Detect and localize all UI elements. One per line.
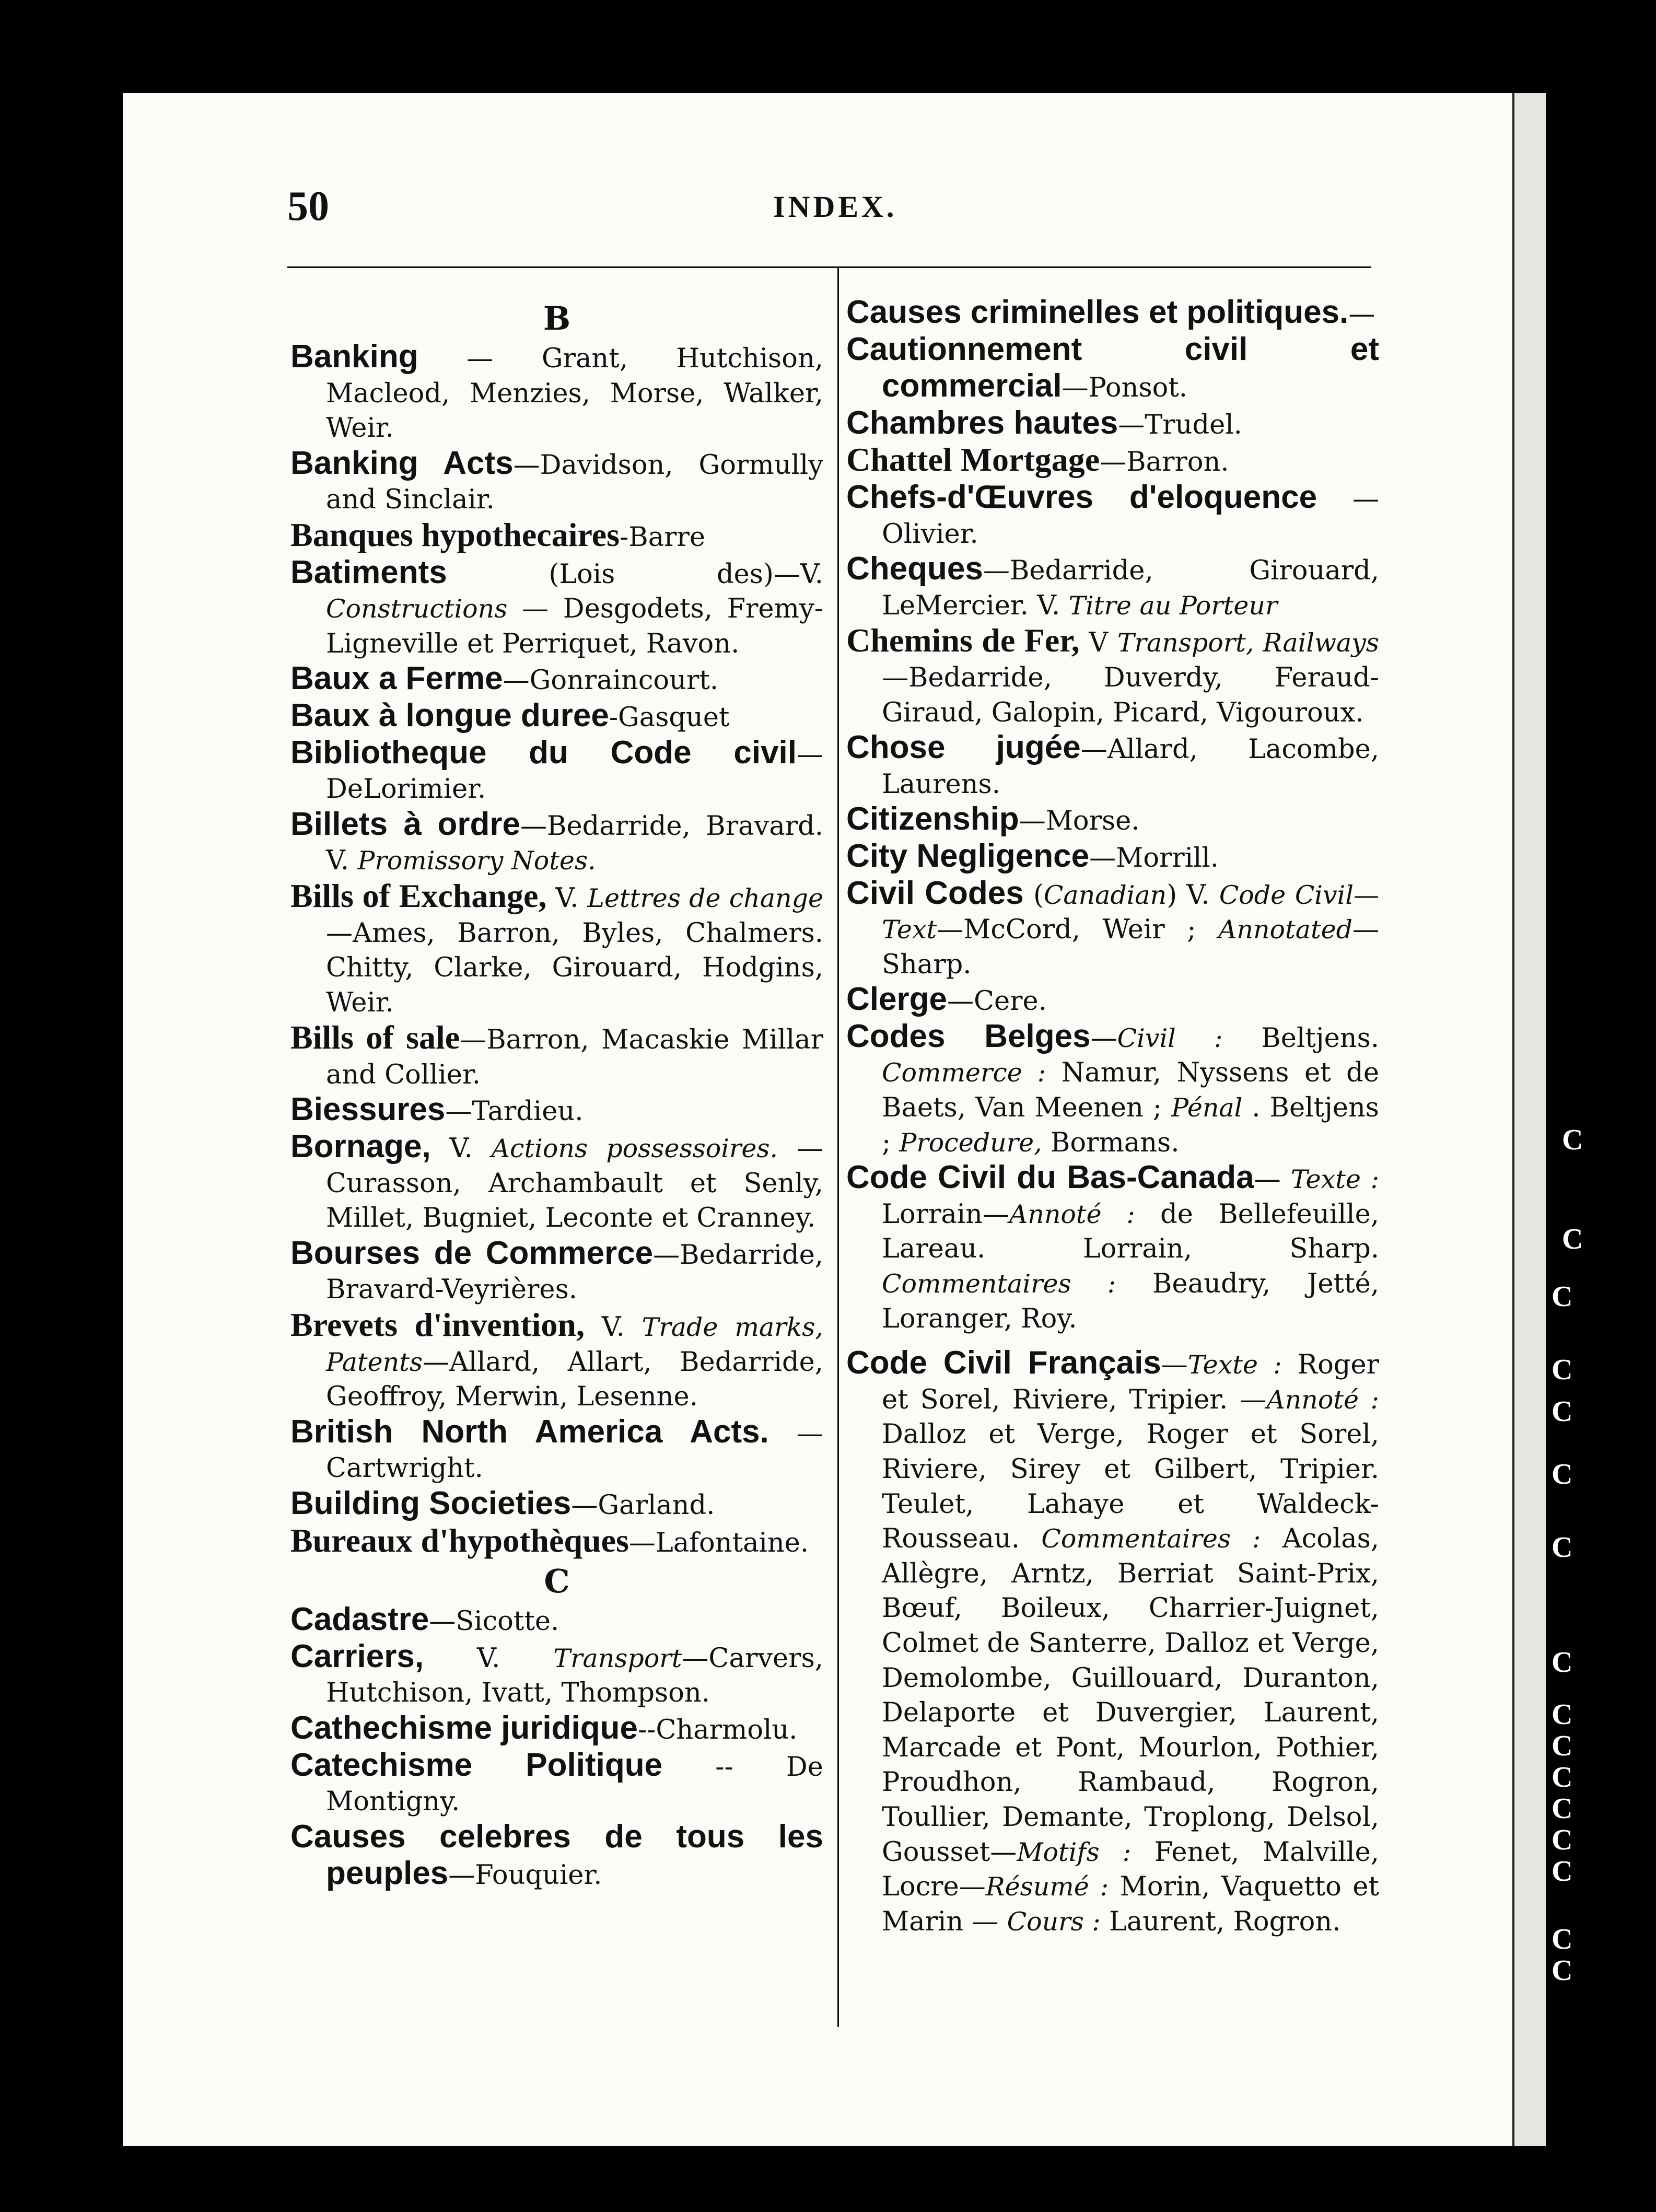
entry-heading: Biessures [290, 1091, 446, 1128]
entry-authors: — Grant, Hutchison, Macleod, Menzies, Morse, Walker, Weir. [326, 343, 823, 444]
index-entry [846, 876, 1379, 983]
entry-heading: Cadastre [290, 1601, 429, 1638]
entry-heading: Bills of Exchange, [290, 877, 547, 914]
entry-authors: Roger et Sorel, Riviere, Tripier. — [882, 1349, 1379, 1415]
entry-reference: Constructions [326, 594, 508, 624]
entry-heading: Chose jugée [846, 729, 1081, 766]
page-number: 50 [287, 183, 329, 229]
entry-authors: — [1348, 299, 1375, 330]
index-entry [846, 802, 1379, 839]
facing-page-letters [1546, 1123, 1593, 2053]
entry-heading: Chambres hautes [846, 404, 1118, 441]
entry-authors: Fenet, Malville, Locre— [882, 1836, 1379, 1903]
entry-authors: —McCord, Weir ; [937, 914, 1219, 946]
entry-reference: Texte : [1187, 1350, 1282, 1380]
entry-heading: British North America Acts. [290, 1413, 769, 1450]
entry-heading: Code Civil Français [846, 1345, 1161, 1381]
index-entry [290, 1415, 823, 1486]
entry-heading: Baux à longue duree [290, 697, 609, 734]
running-header [287, 183, 897, 230]
edge-letter: C [1552, 1354, 1573, 1386]
index-column-right [846, 295, 1379, 1939]
entry-reference: Texte : [1290, 1165, 1379, 1195]
entry-authors: —Fouquier. [448, 1860, 602, 1891]
entry-reference: Commentaires : [882, 1269, 1116, 1299]
entry-authors: — [1161, 1349, 1188, 1381]
entry-authors: —DeLorimier. [326, 739, 823, 805]
index-entry [846, 332, 1379, 406]
entry-authors: —Carvers, Hutchison, Ivatt, Thompson. [326, 1643, 823, 1709]
entry-reference: Canadian [1043, 880, 1167, 910]
entry-reference: Actions possessoires. [491, 1134, 778, 1164]
entry-heading: Chefs-d'Œuvres d'eloquence [846, 479, 1317, 515]
page-title: INDEX. [773, 190, 897, 224]
entry-heading: Clerge [846, 981, 947, 1018]
entry-authors: —Bedarride, Bravard. V. [326, 810, 823, 877]
entry-reference: Résumé : [985, 1872, 1109, 1902]
entry-heading: Baux a Ferme [290, 660, 503, 697]
entry-reference: Civil : [1117, 1023, 1223, 1053]
edge-letter: C [1552, 1792, 1573, 1825]
entry-heading: Cathechisme juridique [290, 1709, 638, 1746]
entry-authors: —Lafontaine. [628, 1527, 809, 1558]
edge-letter: C [1552, 1646, 1573, 1679]
entry-reference: Commerce : [882, 1058, 1046, 1088]
entry-authors: — Desgodets, Fremy-Ligneville et Perriquet, Ravon. [326, 593, 823, 659]
index-entry [846, 1346, 1379, 1939]
index-column-left [290, 298, 823, 1893]
entry-heading: Building Societies [290, 1485, 572, 1521]
entry-heading: City Negligence [846, 837, 1090, 874]
index-entry [846, 443, 1379, 480]
entry-authors: —Barron. [1100, 447, 1229, 478]
entry-reference: Commentaires : [1041, 1524, 1261, 1554]
index-entry [290, 1020, 823, 1092]
entry-authors: Morin, Vaquetto et Marin — [882, 1871, 1379, 1937]
entry-heading: Bibliotheque du Code civil [290, 734, 797, 771]
entry-reference: Lettres de change [587, 883, 823, 913]
entry-authors: —Trudel. [1118, 409, 1242, 440]
entry-heading: Chattel Mortgage [846, 441, 1100, 479]
edge-letter: C [1552, 1395, 1573, 1428]
entry-heading: Cheques [846, 551, 983, 587]
entry-authors: -Barre [620, 521, 706, 553]
index-entry [846, 406, 1379, 443]
entry-heading: Banking Acts [290, 445, 514, 481]
entry-reference: Annoté : [1266, 1384, 1380, 1415]
entry-heading: Causes criminelles et politiques. [846, 294, 1349, 330]
entry-authors: —Cartwright. [326, 1418, 823, 1484]
index-entry [846, 839, 1379, 876]
entry-authors: Dalloz et Verge, Roger et Sorel, Riviere, Sirey et Gilbert, Tripier. Teulet, Lahaye et Waldeck-Rousseau. [882, 1419, 1379, 1555]
edge-letter: C [1552, 1458, 1573, 1491]
entry-reference: Promissory Notes. [357, 846, 596, 876]
entry-heading: Carriers, [290, 1638, 424, 1674]
entry-authors: —Bedarride, Girouard, LeMercier. V. [882, 555, 1379, 621]
entry-authors: Acolas, Allègre, Arntz, Berriat Saint-Prix, Bœuf, Boileux, Charrier-Juignet, Colmet de Santerre, Dalloz et Verge, Demolombe, Guillouard, Duranton, Delaporte et Duvergier, Laurent, Marcade et Pont, Mourlon, Pothier, Proudhon, Rambaud, Rogron, Toullier, Demante, Troplong, Delsol, Gousset— [882, 1523, 1379, 1868]
entry-reference: Transport, Railways [1117, 628, 1379, 658]
entry-heading: Batiments [290, 554, 447, 590]
edge-letter: C [1552, 1761, 1573, 1794]
entry-authors: --Charmolu. [637, 1714, 798, 1745]
entry-reference: Motifs : [1017, 1837, 1132, 1867]
index-entry [290, 1523, 823, 1561]
entry-authors: —Sharp. [882, 914, 1379, 980]
index-entry [290, 1486, 823, 1523]
entry-reference: Pénal [1171, 1093, 1243, 1123]
index-entry [290, 1639, 823, 1711]
entry-heading: Bills of sale [290, 1019, 460, 1056]
entry-heading: Bourses de Commerce [290, 1235, 654, 1271]
edge-letter: C [1552, 1730, 1573, 1762]
entry-authors: —Gonraincourt. [503, 665, 719, 696]
entry-heading: Brevets d'invention, [290, 1306, 585, 1344]
index-entry [290, 1748, 823, 1820]
edge-letter: C [1552, 1824, 1573, 1856]
entry-authors: —Sicotte. [429, 1606, 559, 1637]
section-letter: C [544, 1562, 570, 1601]
entry-authors: Bormans. [1042, 1127, 1180, 1158]
entry-authors: —Allard, Allart, Bedarride, Geoffroy, Merwin, Lesenne. [326, 1346, 823, 1413]
entry-heading: Cautionnement civil et commercial [846, 331, 1379, 404]
index-entry [290, 1711, 823, 1748]
index-entry [290, 1308, 823, 1415]
index-entry [846, 295, 1379, 332]
entry-heading: Codes Belges [846, 1018, 1091, 1054]
index-entry [290, 1820, 823, 1893]
entry-authors: —Cere. [947, 986, 1047, 1017]
index-entry [846, 1019, 1379, 1160]
entry-authors: —Garland. [571, 1490, 715, 1521]
entry-reference: Annoté : [1009, 1199, 1135, 1229]
entry-heading: Citizenship [846, 801, 1019, 837]
entry-authors: —Tardieu. [445, 1096, 584, 1127]
entry-authors: V. [424, 1643, 554, 1674]
edge-letter: C [1552, 1954, 1573, 1987]
entry-heading: Chemins de Fer, [846, 622, 1080, 659]
entry-reference: Titre au Porteur [1068, 590, 1278, 621]
edge-letter: C [1552, 1698, 1573, 1731]
entry-heading: Code Civil du Bas-Canada [846, 1159, 1254, 1196]
entry-heading: Bornage, [290, 1128, 431, 1165]
entry-authors: -Gasquet [609, 702, 730, 733]
entry-heading: Catechisme Politique [290, 1747, 663, 1783]
entry-authors: Lorrain— [882, 1198, 1009, 1230]
entry-authors: de Bellefeuille, Lareau. Lorrain, Sharp. [882, 1198, 1379, 1265]
index-entry [846, 1160, 1379, 1336]
entry-authors: —Morrill. [1089, 842, 1219, 874]
entry-reference: Procedure, [899, 1127, 1042, 1158]
edge-letter: C [1562, 1124, 1583, 1156]
column-divider [837, 266, 839, 2027]
entry-authors: — [1090, 1022, 1117, 1054]
index-entry [846, 982, 1379, 1019]
index-entry [846, 623, 1379, 730]
facing-page-edge [1512, 93, 1546, 2146]
index-entry [290, 736, 823, 807]
entry-authors: Beltjens. [1222, 1022, 1379, 1054]
entry-authors: —Ponsot. [1062, 372, 1188, 404]
entry-authors: —Olivier. [882, 483, 1379, 550]
index-entry [290, 1236, 823, 1308]
entry-heading: Bureaux d'hypothèques [290, 1521, 629, 1559]
entry-reference: Annotated [1218, 915, 1352, 945]
entry-authors: . Beltjens ; [882, 1092, 1379, 1158]
entry-authors: —Bedarride, Bravard-Veyrières. [326, 1239, 823, 1306]
entry-heading: Billets à ordre [290, 806, 520, 842]
entry-authors: V. [584, 1312, 642, 1343]
index-entry [290, 1092, 823, 1130]
section-letter: B [543, 299, 571, 337]
entry-reference: Cours : [1007, 1906, 1101, 1937]
entry-authors: V. [546, 882, 588, 914]
entry-reference: Transport [553, 1643, 682, 1673]
entry-authors: V. [430, 1133, 492, 1165]
entry-reference: Code Civil— Text [882, 880, 1380, 945]
edge-letter: C [1552, 1531, 1573, 1564]
entry-heading: Banking [290, 339, 418, 375]
entry-authors: Namur, Nyssens et de Baets, Van Meenen ; [882, 1057, 1379, 1124]
entry-authors: —Allard, Lacombe, Laurens. [882, 734, 1380, 800]
entry-heading: Banques hypothecaires [290, 516, 620, 553]
index-entry [290, 1130, 823, 1236]
entry-authors: -- De Montigny. [326, 1751, 823, 1818]
edge-letter: C [1552, 1280, 1573, 1313]
entry-authors: —Davidson, Gormully and Sinclair. [326, 449, 823, 516]
index-entry [290, 661, 823, 698]
entry-authors: Beaudry, Jetté, Loranger, Roy. [882, 1268, 1379, 1334]
entry-authors: —Ames, Barron, Byles, Chalmers. Chitty, Clarke, Girouard, Hodgins, Weir. [326, 917, 823, 1018]
edge-letter: C [1552, 1855, 1573, 1888]
entry-authors: —Bedarride, Duverdy, Feraud-Giraud, Galopin, Picard, Vigouroux. [882, 662, 1379, 728]
index-entry [846, 480, 1379, 552]
entry-reference: Trade marks, Patents [326, 1312, 823, 1377]
index-entry [290, 340, 823, 446]
index-entry [846, 552, 1379, 623]
index-entry [846, 730, 1379, 802]
entry-authors: ) V. [1167, 879, 1219, 911]
entry-authors: —Morse. [1019, 806, 1140, 837]
index-entry [290, 698, 823, 736]
index-entry [290, 807, 823, 879]
index-entry [290, 1602, 823, 1639]
index-entry [290, 879, 823, 1020]
index-entry [290, 555, 823, 662]
entry-heading: Civil Codes [846, 875, 1024, 911]
edge-letter: C [1562, 1223, 1583, 1255]
index-entry [290, 446, 823, 518]
edge-letter: C [1552, 1923, 1573, 1955]
header-rule [287, 266, 1371, 268]
entry-authors: —Barron, Macaskie Millar and Collier. [326, 1024, 823, 1090]
entry-authors: — Curasson, Archambault et Senly, Millet, Bugniet, Leconte et Cranney. [326, 1133, 823, 1234]
index-entry [290, 518, 823, 555]
entry-authors: (Lois des)—V. [447, 558, 823, 590]
entry-authors: V [1079, 627, 1117, 659]
entry-authors: ( [1023, 879, 1044, 911]
entry-authors: — [1254, 1164, 1291, 1195]
entry-authors: Laurent, Rogron. [1100, 1906, 1341, 1937]
entry-heading: Causes celebres de tous les peuples [290, 1818, 823, 1892]
